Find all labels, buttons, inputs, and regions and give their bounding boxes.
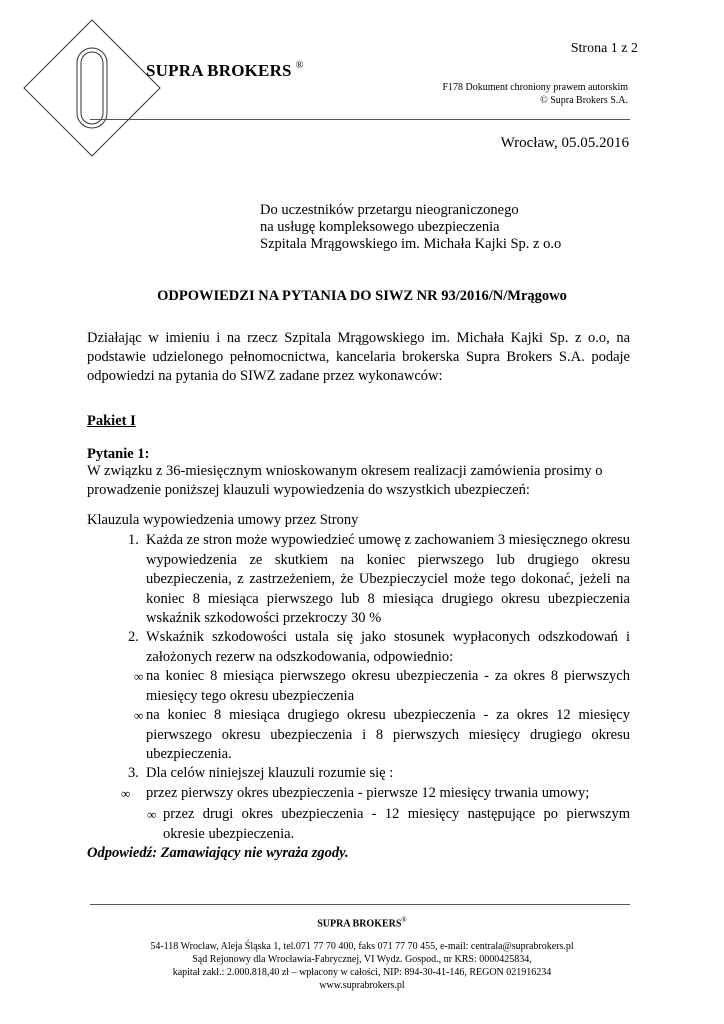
sub-item-text: przez pierwszy okres ubezpieczenia - pierwsze 12 miesięcy trwania umowy;: [146, 785, 590, 801]
item-number: 2.: [128, 629, 139, 645]
page-number: Strona 1 z 2: [570, 41, 638, 56]
header-divider: [90, 119, 630, 120]
clause-title: Klauzula wypowiedzenia umowy przez Strony: [87, 512, 359, 528]
item-number: 1.: [128, 532, 139, 548]
sub-list-item: [146, 667, 630, 706]
footer-capital: kapitał zakł.: 2.000.818,40 zł – wpłacony w całości, NIP: 894-30-41-146, REGON 021916234: [172, 967, 552, 978]
sub-item-text: przez drugi okres ubezpieczenia - 12 miesięcy następujące po pierwszym okresie ubezpieczenia.: [163, 806, 630, 842]
answer-text: Odpowiedź: Zamawiający nie wyraża zgody.: [87, 845, 349, 861]
footer-website: www.suprabrokers.pl: [319, 980, 405, 991]
infinity-bullet-icon: ∞: [134, 708, 144, 723]
copyright-owner: © Supra Brokers S.A.: [540, 95, 628, 106]
copyright-notice: F178 Dokument chroniony prawem autorskim: [442, 82, 628, 93]
list-item: [128, 764, 630, 784]
item-text: Wskaźnik szkodowości ustala się jako stosunek wypłaconych odszkodowań i założonych rezerw na odszkodowania, odpowiednio:: [146, 629, 630, 665]
sub-list-item: [146, 784, 630, 804]
addressee-block: [260, 202, 561, 253]
sub-item-text: na koniec 8 miesiąca drugiego okresu ubezpieczenia - za okres 12 miesięcy pierwszego okresu ubezpieczenia i 8 pierwszych miesięcy drugiego okresu ubezpieczenia.: [146, 707, 630, 762]
document-date: Wrocław, 05.05.2016: [500, 135, 629, 151]
sub-list-item: [146, 706, 630, 765]
intro-paragraph: Działając w imieniu i na rzecz Szpitala Mrągowskiego im. Michała Kajki Sp. z o.o, na podstawie udzielonego pełnomocnictwa, kancelaria brokerska Supra Brokers S.A. podaje odpowiedzi na pytania do SIWZ zadane przez wykonawców:: [87, 330, 630, 384]
item-text: Dla celów niniejszej klauzuli rozumie się :: [146, 765, 394, 781]
question-text: W związku z 36-miesięcznym wnioskowanym okresem realizacji zamówienia prosimy o prowadzenie poniższej klauzuli wypowiedzenia do wszystkich ubezpieczeń:: [87, 463, 603, 498]
addressee-line: Szpitala Mrągowskiego im. Michała Kajki Sp. z o.o: [260, 236, 562, 252]
addressee-line: Do uczestników przetargu nieograniczonego: [260, 202, 519, 218]
list-item: [128, 531, 630, 629]
document-title: ODPOWIEDZI NA PYTANIA DO SIWZ NR 93/2016/N/Mrągowo: [157, 288, 567, 304]
footer-address: 54-118 Wrocław, Aleja Śląska 1, tel.071 77 70 400, faks 071 77 70 455, e-mail: centrala@suprabrokers.pl: [150, 941, 574, 952]
section-title: Pakiet I: [87, 413, 136, 429]
brand-name: SUPRA BROKERS ®: [146, 60, 304, 80]
footer-divider: [90, 904, 630, 905]
addressee-line: na usługę kompleksowego ubezpieczenia: [260, 219, 500, 235]
diamond-logo-icon: [22, 18, 162, 158]
infinity-bullet-icon: ∞: [147, 807, 157, 822]
list-item: [128, 628, 630, 667]
infinity-bullet-icon: ∞: [121, 786, 131, 801]
item-number: 3.: [128, 765, 139, 781]
sub-item-text: na koniec 8 miesiąca pierwszego okresu ubezpieczenia - za okres 8 pierwszych miesięcy tego okresu ubezpieczenia: [146, 668, 630, 704]
sub-list-item: [163, 805, 630, 844]
footer-registered-mark: ®: [401, 916, 407, 924]
item-text: Każda ze stron może wypowiedzieć umowę z zachowaniem 3 miesięcznego okresu wypowiedzenia ze skutkiem na koniec pierwszego lub drugiego okresu ubezpieczenia, z zastrzeżeniem, że Ubezpieczyciel może tego dokonać, jeżeli na koniec 8 miesiąca pierwszego lub 8 miesiąca drugiego okresu ubezpieczenia wskaźnik szkodowości przekroczy 30 %: [146, 532, 630, 626]
question-title: Pytanie 1:: [87, 446, 150, 462]
registered-mark: ®: [295, 60, 304, 71]
footer-company: SUPRA BROKERS®: [317, 916, 407, 930]
infinity-bullet-icon: ∞: [134, 669, 144, 684]
footer-court-register: Sąd Rejonowy dla Wrocławia-Fabrycznej, VI Wydz. Gospod., nr KRS: 0000425834,: [192, 954, 532, 965]
